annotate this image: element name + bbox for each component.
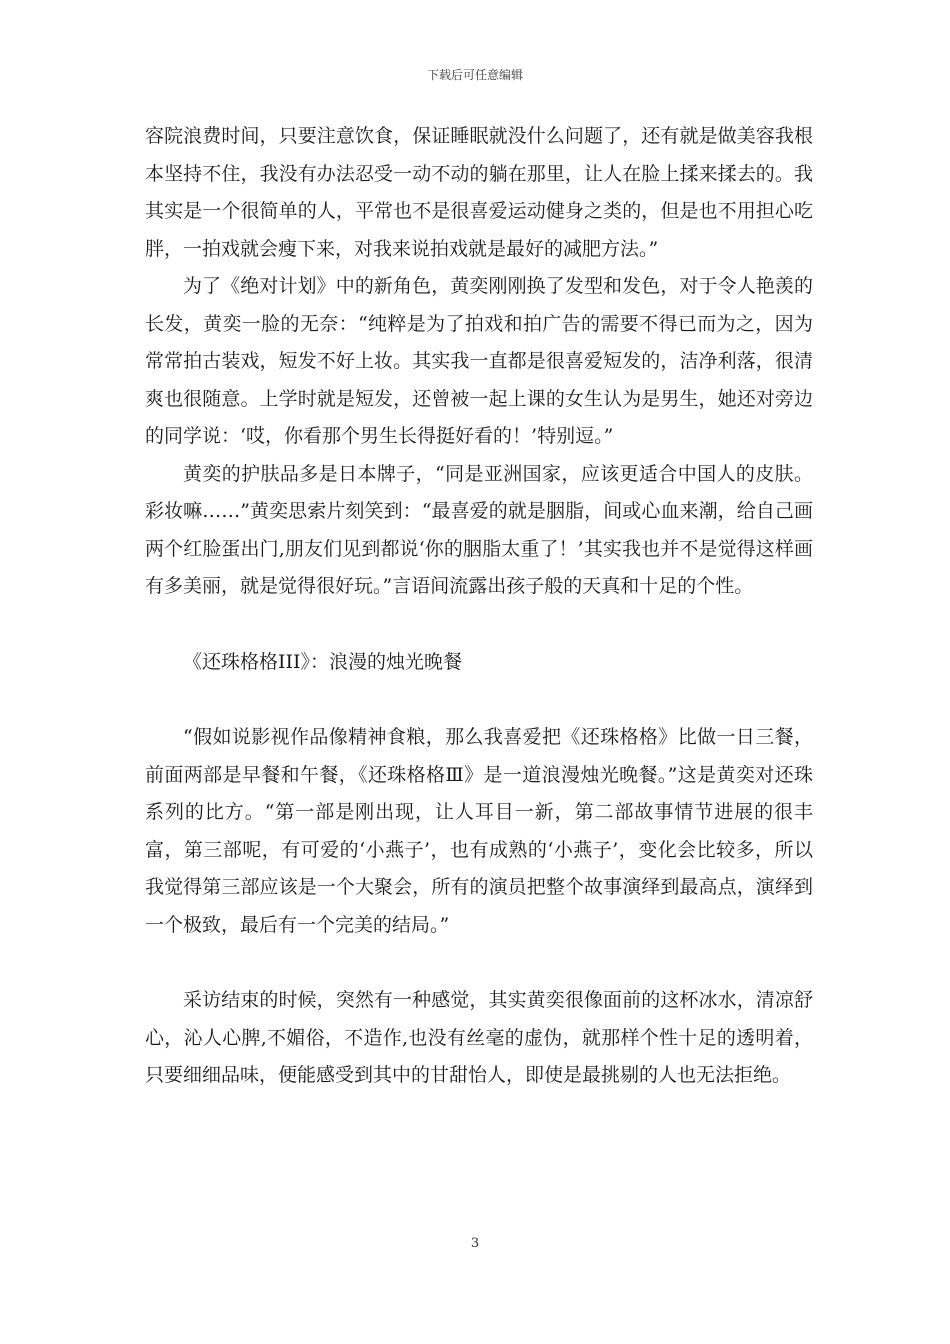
spacer — [145, 606, 813, 644]
paragraph-3: 黄奕的护肤品多是日本牌子，“同是亚洲国家，应该更适合中国人的皮肤。彩妆嘛……”黄奕思索片刻笑到：“最喜爱的就是胭脂，间或心血来潮，给自己画两个红脸蛋出门,朋友们见到都说‘你的胭脂太重了！’其实我也并不是觉得这样画有多美丽，就是觉得很好玩。”言语间流露出孩子般的天真和十足的个性。 — [145, 462, 813, 597]
spacer — [145, 681, 813, 719]
document-body — [145, 118, 813, 1095]
spacer — [145, 944, 813, 982]
page-number: 3 — [470, 1236, 480, 1251]
section-subheading: 《还珠格格III》：浪漫的烛光晚餐 — [183, 650, 463, 673]
page-header: 下载后可任意编辑 — [426, 68, 523, 82]
paragraph-1: 容院浪费时间，只要注意饮食，保证睡眠就没什么问题了，还有就是做美容我根本坚持不住，我没有办法忍受一动不动的躺在那里，让人在脸上揉来揉去的。我其实是一个很简单的人，平常也不是很喜爱运动健身之类的，但是也不用担心吃胖，一拍戏就会瘦下来，对我来说拍戏就是最好的减肥方法。” — [145, 125, 813, 260]
paragraph-5: 采访结束的时候，突然有一种感觉，其实黄奕很像面前的这杯冰水，清凉舒心，沁人心脾,不媚俗，不造作,也没有丝毫的虚伪，就那样个性十足的透明着，只要细细品味，便能感受到其中的甘甜怡人，即使是最挑剔的人也无法拒绝。 — [145, 989, 813, 1086]
paragraph-2: 为了《绝对计划》中的新角色，黄奕刚刚换了发型和发色，对于令人艳羡的长发，黄奕一脸的无奈：“纯粹是为了拍戏和拍广告的需要不得已而为之，因为常常拍古装戏，短发不好上妆。其实我一直都是很喜爱短发的，洁净利落，很清爽也很随意。上学时就是短发，还曾被一起上课的女生认为是男生，她还对旁边的同学说：‘哎，你看那个男生长得挺好看的！’特别逗。” — [145, 275, 813, 447]
paragraph-4: “假如说影视作品像精神食粮，那么我喜爱把《还珠格格》比做一日三餐，前面两部是早餐和午餐，《还珠格格Ⅲ》是一道浪漫烛光晚餐。”这是黄奕对还珠系列的比方。“第一部是刚出现，让人耳目一新，第二部故事情节进展的很丰富，第三部呢，有可爱的‘小燕子’，也有成熟的‘小燕子’，变化会比较多，所以我觉得第三部应该是一个大聚会，所有的演员把整个故事演绎到最高点，演绎到一个极致，最后有一个完美的结局。” — [145, 726, 813, 936]
